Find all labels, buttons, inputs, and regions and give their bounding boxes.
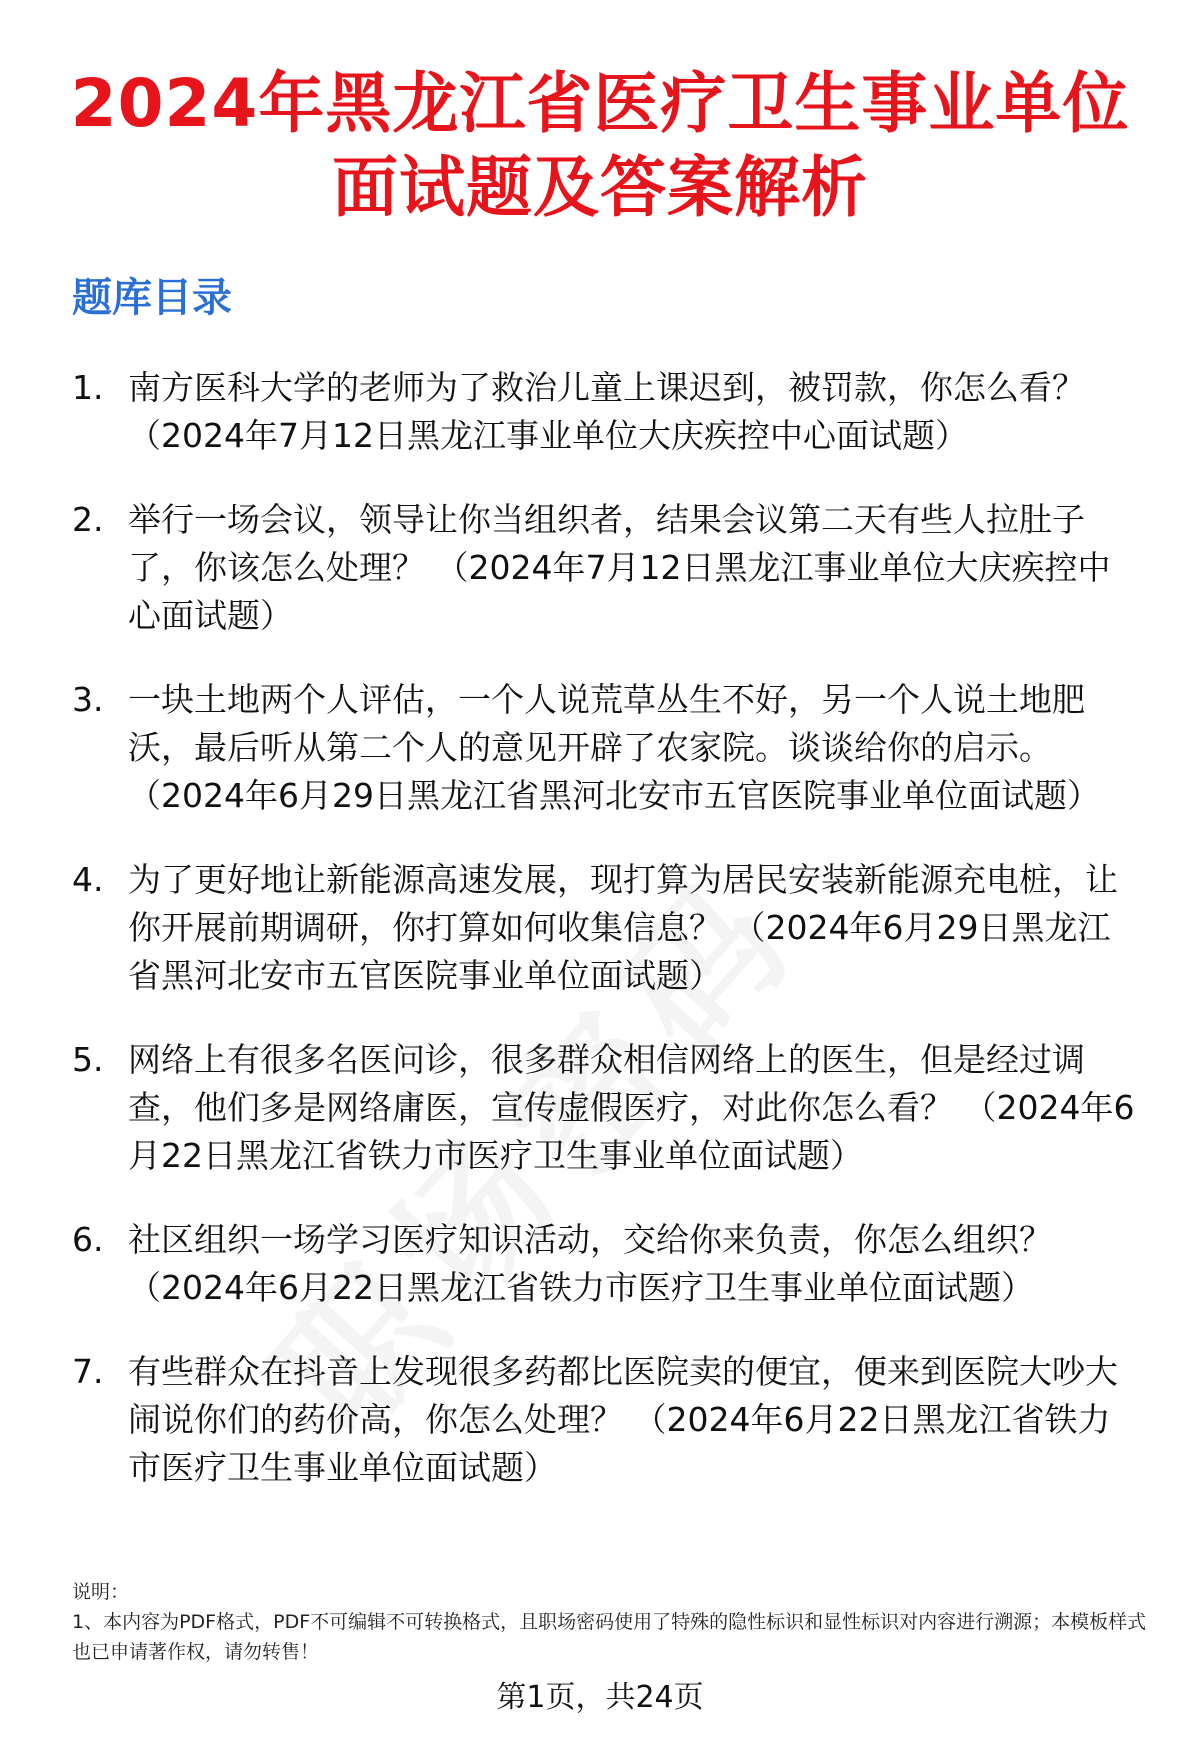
question-item-5 — [72, 1036, 1142, 1180]
question-text: 一块土地两个人评估，一个人说荒草丛生不好，另一个人说土地肥沃，最后听从第二个人的意见开辟了农家院。谈谈给你的启示。 （2024年6月29日黑龙江省黑河北安市五官医院事业单位面试题） — [128, 680, 1100, 815]
title-line-1: 2024年黑龙江省医疗卫生事业单位 — [70, 65, 1130, 142]
question-number: 3. — [72, 680, 104, 719]
notes-section — [72, 1577, 1162, 1667]
question-text: 举行一场会议，领导让你当组织者，结果会议第二天有些人拉肚子了，你该怎么处理？ （2024年7月12日黑龙江事业单位大庆疾控中心面试题） — [128, 500, 1111, 635]
question-number: 4. — [72, 860, 104, 899]
question-item-1 — [72, 364, 1142, 460]
question-item-2 — [72, 496, 1142, 640]
notes-text: 1、本内容为PDF格式，PDF不可编辑不可转换格式，且职场密码使用了特殊的隐性标识和显性标识对内容进行溯源；本模板样式也已申请著作权，请勿转售！ — [72, 1611, 1147, 1663]
question-number: 7. — [72, 1352, 104, 1391]
question-number: 2. — [72, 500, 104, 539]
question-item-3 — [72, 676, 1142, 820]
document-title — [60, 62, 1140, 230]
title-line-2: 面试题及答案解析 — [332, 149, 868, 226]
question-item-4 — [72, 856, 1142, 1000]
notes-label: 说明： — [72, 1581, 130, 1603]
question-number: 6. — [72, 1220, 104, 1259]
question-item-6 — [72, 1216, 1142, 1312]
question-number: 5. — [72, 1040, 104, 1079]
page-indicator: 第1页，共24页 — [496, 1680, 704, 1715]
question-list — [72, 364, 1142, 1528]
question-text: 为了更好地让新能源高速发展，现打算为居民安装新能源充电桩，让你开展前期调研，你打算如何收集信息？ （2024年6月29日黑龙江省黑河北安市五官医院事业单位面试题） — [128, 860, 1118, 995]
question-number: 1. — [72, 368, 104, 407]
question-text: 社区组织一场学习医疗知识活动，交给你来负责，你怎么组织？ （2024年6月22日黑龙江省铁力市医疗卫生事业单位面试题） — [128, 1220, 1052, 1307]
question-text: 网络上有很多名医问诊，很多群众相信网络上的医生，但是经过调查，他们多是网络庸医，宣传虚假医疗，对此你怎么看？ （2024年6月22日黑龙江省铁力市医疗卫生事业单位面试题） — [128, 1040, 1135, 1175]
question-text: 南方医科大学的老师为了救治儿童上课迟到，被罚款，你怎么看？ （2024年7月12日黑龙江事业单位大庆疾控中心面试题） — [128, 368, 1085, 455]
question-item-7 — [72, 1348, 1142, 1492]
question-text: 有些群众在抖音上发现很多药都比医院卖的便宜，便来到医院大吵大闹说你们的药价高，你怎么处理？ （2024年6月22日黑龙江省铁力市医疗卫生事业单位面试题） — [128, 1352, 1118, 1487]
toc-heading: 题库目录 — [72, 275, 232, 321]
